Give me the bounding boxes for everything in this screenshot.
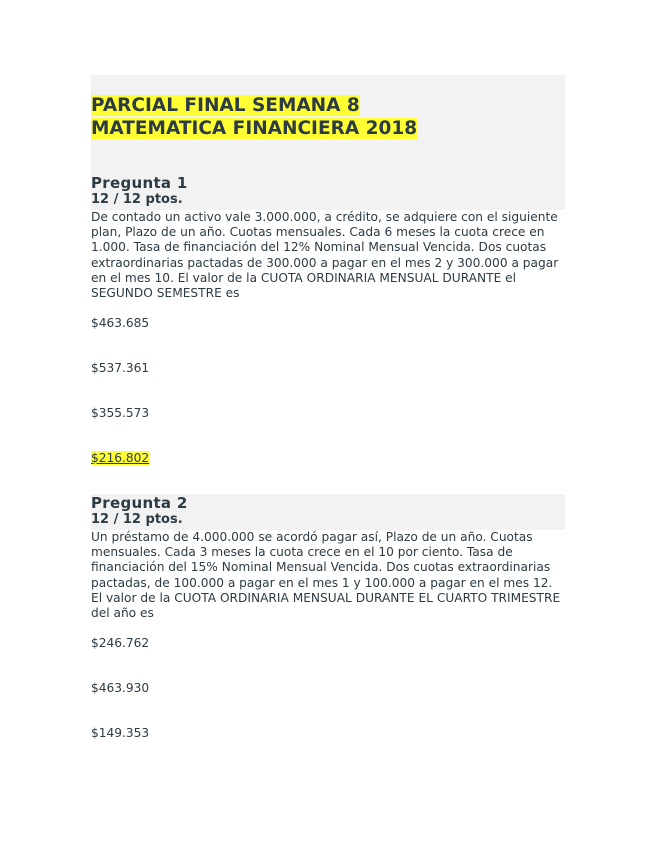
question-1-points: 12 / 12 ptos. xyxy=(91,192,183,207)
question-2-text: Un préstamo de 4.000.000 se acordó pagar así, Plazo de un año. Cuotas mensuales. Cada 3 meses la cuota crece en el 10 por ciento. Tasa de financiación del 15% Nominal Mensual Vencida. Dos cuotas extraordinarias pactadas, de 100.000 a pagar en el mes 1 y 100.000 a pagar en el mes 12. El valor de la CUOTA ORDINARIA MENSUAL DURANTE EL CUARTO TRIMESTRE del año es xyxy=(91,530,561,621)
question-1-answer-4-correct[interactable] xyxy=(91,451,149,466)
question-2-answer-3[interactable]: $149.353 xyxy=(91,726,150,740)
title-line-1: PARCIAL FINAL SEMANA 8 xyxy=(91,95,360,116)
question-1-title: Pregunta 1 xyxy=(91,174,188,192)
question-2-points: 12 / 12 ptos. xyxy=(91,512,183,527)
question-1-answer-1[interactable]: $463.685 xyxy=(91,316,150,330)
question-1-answer-2[interactable]: $537.361 xyxy=(91,361,150,375)
question-2-answer-2[interactable]: $463.930 xyxy=(91,681,150,695)
question-1-answer-3[interactable]: $355.573 xyxy=(91,406,150,420)
question-1-text: De contado un activo vale 3.000.000, a crédito, se adquiere con el siguiente plan, Plazo de un año. Cuotas mensuales. Cada 6 meses la cuota crece en 1.000. Tasa de financiación del 12% Nominal Mensual Vencida. Dos cuotas extraordinarias pactadas de 300.000 a pagar en el mes 2 y 300.000 a pagar en el mes 10. El valor de la CUOTA ORDINARIA MENSUAL DURANTE el SEGUNDO SEMESTRE es xyxy=(91,210,559,301)
question-2-header xyxy=(91,494,565,530)
question-1-answer-4-label: $216.802 xyxy=(91,451,150,465)
question-2-title: Pregunta 2 xyxy=(91,494,188,512)
title-line-2: MATEMATICA FINANCIERA 2018 xyxy=(91,118,418,139)
page-title xyxy=(91,94,417,140)
exam-page xyxy=(91,0,565,848)
question-1-header xyxy=(91,174,565,210)
question-2-answer-1[interactable]: $246.762 xyxy=(91,636,150,650)
